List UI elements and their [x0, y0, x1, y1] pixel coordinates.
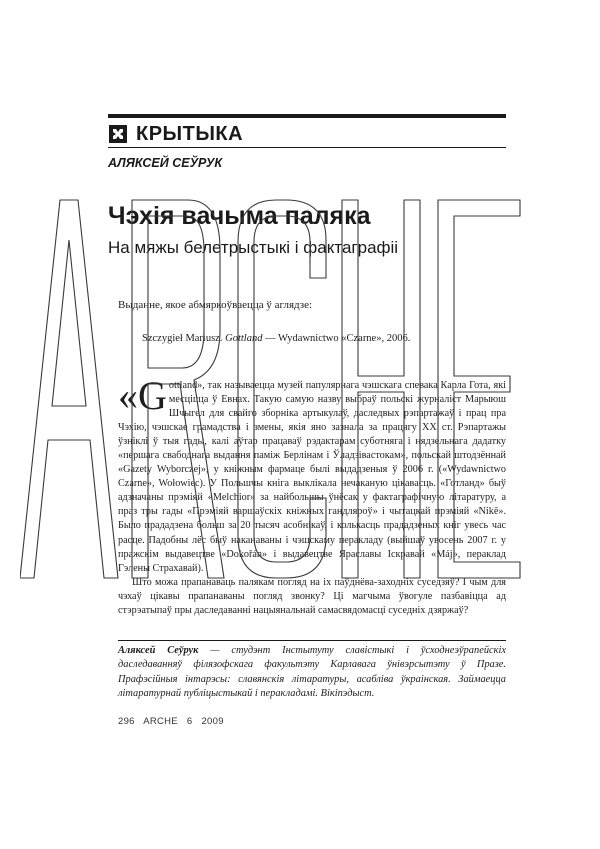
author-name: АЛЯКСЕЙ СЕЎРУК — [108, 156, 223, 170]
paragraph-1-text: ottland», так называецца музей папулярнага чэшскага спевака Карла Гота, які месціцца ў Евнах. Такую самую назву выбраў польскі журналіст Марыюш Шчыгел для свайго зборніка артыкулаў, даследвых рэпартажаў і прац пра Чэхію, чэшскае грамадства і змены, якія яно зазнала за працягу XX ст. Рэпартажы ўзніклі ў тыя гады, калі аўтар працаваў рэдактарам суботняга і нядзельнага дадатку «першага свабоднага выдання паміж Берлінам і Ўладзівастокам», польскай штодзённай «Gazety Wyborczej», у кніжным фармаце былі выдадзеныя ў 2006 г. («Wydawnictwo Czarne», Wołowiec). У Польшчы кніга выклікала нечаканую цікавасць. «Готланд» быў адзначаны прэміяй «Melchior» за найбольшы ўнёсак у фактаграфічную літаратуру, а праз тры гады «Прэміяй варшаўскіх кніжных гандляроў» і чытацкай прэміяй «Nikē». Было прададзена больш за 20 тысяч асобнікаў, і колькасць прададзеных кніг увесь час расце. Падобны лёс быў наканаваны і чэшскаму перакладу (выйшаў увосень 2007 г. у пражскім выдавецтве «Dokořán» і выдавецтве Яраславы Іскравай «Máj», пераклад Гэлены Страхавай). — [118, 380, 506, 574]
bio-rule — [118, 640, 506, 641]
section-title: КРЫТЫКА — [136, 122, 244, 145]
issue-number: 6 — [186, 716, 193, 727]
issue-year: 2009 — [201, 716, 224, 727]
review-intro: Выданне, якое абмяркоўваецца ў аглядзе: — [118, 299, 313, 311]
section-header — [108, 121, 506, 147]
author-bio — [118, 644, 506, 701]
section-rule — [108, 147, 506, 148]
top-rule — [108, 114, 506, 118]
paragraph-1 — [118, 373, 506, 576]
citation-author: Szczygieł Mariusz. — [142, 333, 223, 344]
journal-name: ARCHE — [143, 716, 178, 727]
citation-book-title: Gottland — [225, 333, 263, 344]
bio-author-name: Аляксей Сеўрук — [118, 645, 199, 656]
article-body — [118, 373, 506, 618]
ornament-square-icon — [108, 124, 128, 144]
article-subtitle: На мяжы белетрыстыкі і фактаграфіі — [108, 238, 399, 257]
bio-text: — студэнт Інстытуту славістыкі і ўсходнеэўрапейскіх даследаванняў філязофскага факультэту Карлавага ўнівэрсытэту ў Празе. Прафэсійныя інтарэсы: славянскія літаратуры, асабліва ўкраінская. Займаецца літаратурнай публіцыстыкай і перакладамі. Вікіпэдыст. — [118, 645, 506, 699]
book-citation — [142, 333, 410, 344]
watermark-letter-a — [20, 200, 118, 578]
citation-publisher: — Wydawnictwo «Czarne», 2006. — [265, 333, 411, 344]
page-number: 296 — [118, 716, 135, 727]
paragraph-2: Што можа прапанаваць палякам погляд на іх паўднёва-заходніх суседзяў? І чым для чэхаў цікавы прапанаваны погляд звонку? Ці магчыма ўвогуле пазбавіцца ад стэрэатыпаў пры даследаванні нацыянальнай самасвядомасці суседніх дзяржаў? — [118, 576, 506, 616]
drop-cap: «G — [118, 373, 167, 418]
article-title: Чэхія вачыма паляка — [108, 202, 371, 230]
page-footer — [118, 716, 230, 727]
